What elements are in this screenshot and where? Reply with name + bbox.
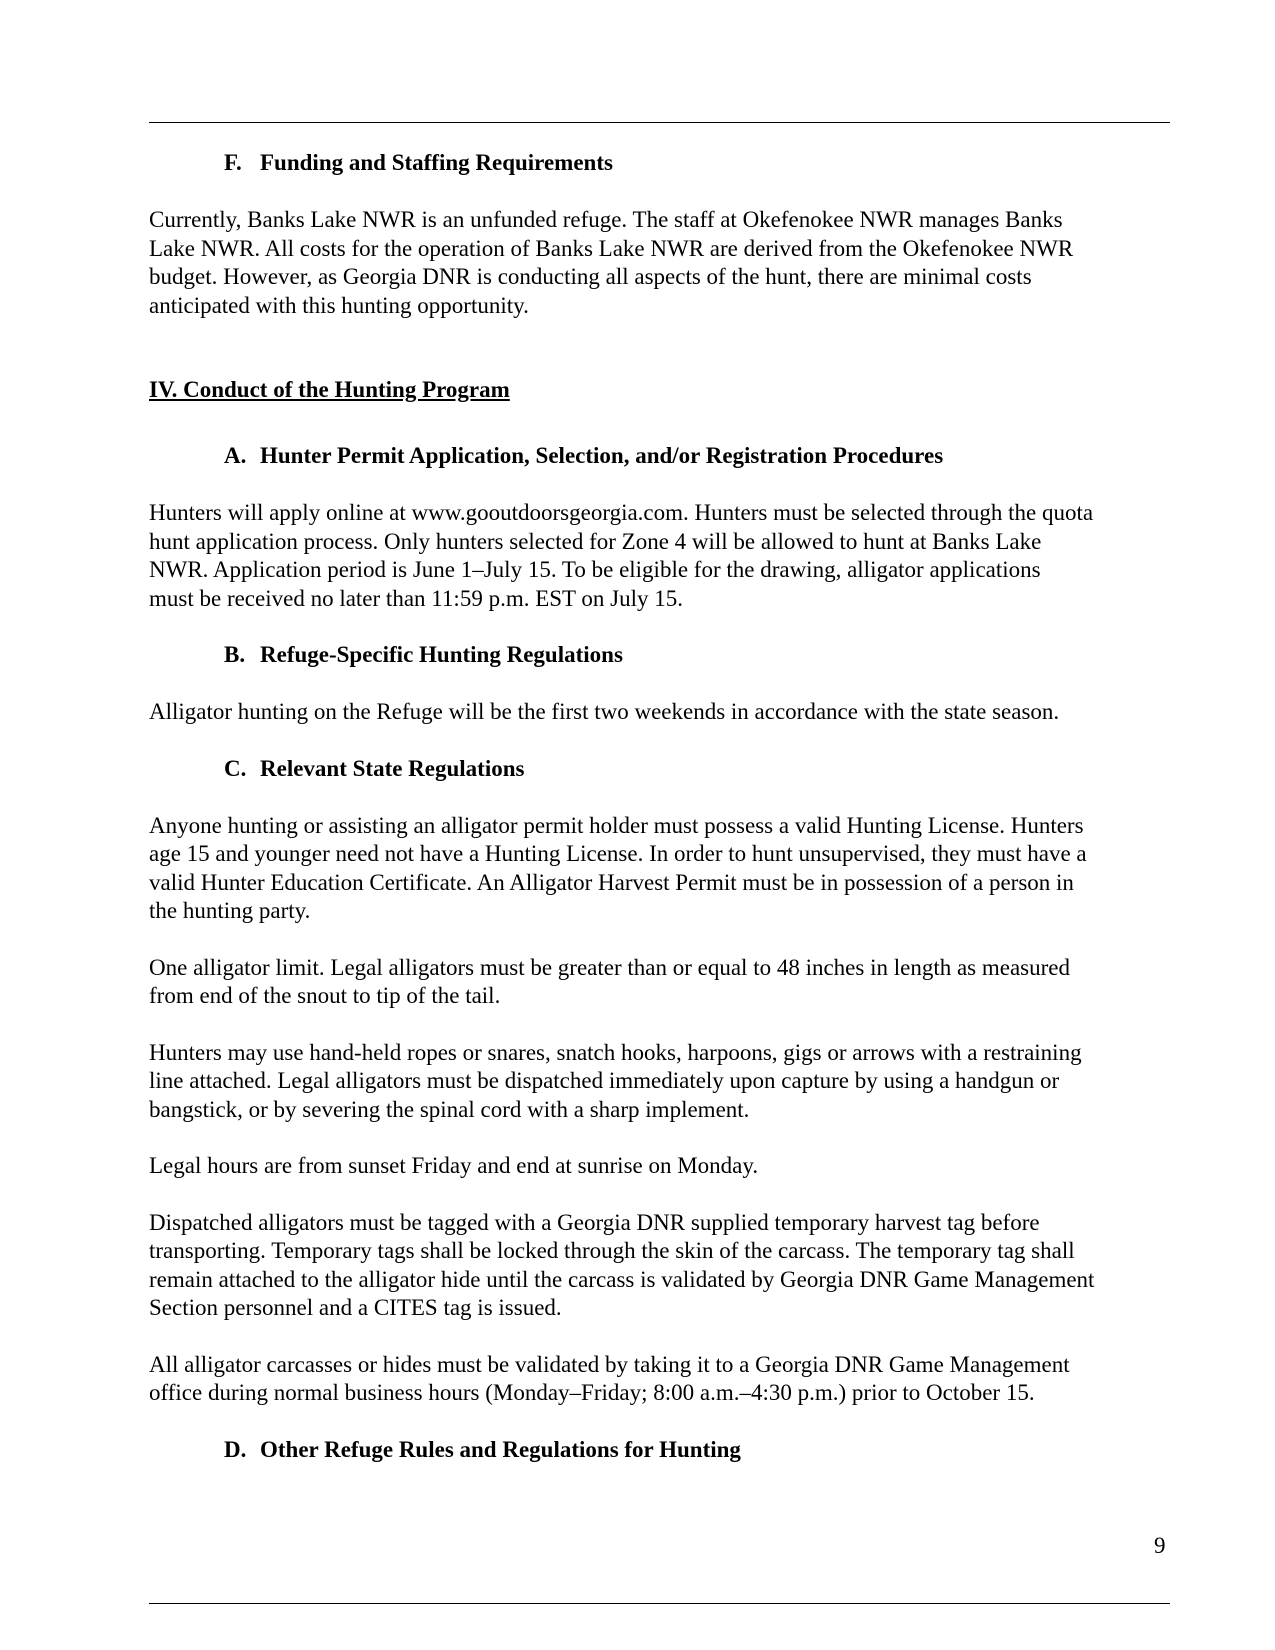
text-line: age 15 and younger need not have a Hunting License. In order to hunt unsupervised, they must have a [149, 841, 1087, 866]
text-line: anticipated with this hunting opportunity. [149, 292, 529, 318]
subsection-letter: F. [224, 150, 242, 175]
paragraph-legal-hours [149, 1152, 1179, 1181]
text-line: Currently, Banks Lake NWR is an unfunded refuge. The staff at Okefenokee NWR manages Banks [149, 207, 1063, 232]
paragraph-funding [149, 206, 1179, 320]
subsection-heading-permit [149, 442, 1179, 470]
footer-rule [149, 1603, 1170, 1604]
text-line: Anyone hunting or assisting an alligator permit holder must possess a valid Hunting License. Hunters [149, 812, 1084, 838]
subsection-title: Funding and Staffing Requirements [260, 150, 613, 175]
text-line: must be received no later than 11:59 p.m. EST on July 15. [149, 585, 684, 611]
page-number: 9 [1154, 1533, 1166, 1558]
text-line: remain attached to the alligator hide until the carcass is validated by Georgia DNR Game Management [149, 1266, 1095, 1292]
paragraph-license [149, 812, 1179, 926]
text-line: Dispatched alligators must be tagged with a Georgia DNR supplied temporary harvest tag before [149, 1209, 1040, 1235]
subsection-title: Other Refuge Rules and Regulations for Hunting [260, 1436, 741, 1462]
text-line: Hunters will apply online at www.gooutdoorsgeorgia.com. Hunters must be selected through the quota [149, 500, 1094, 525]
subsection-heading-other-rules [149, 1436, 1179, 1464]
paragraph-permit [149, 499, 1179, 613]
text-line: Lake NWR. All costs for the operation of Banks Lake NWR are derived from the Okefenokee NWR [149, 235, 1074, 261]
text-line: Legal hours are from sunset Friday and end at sunrise on Monday. [149, 1153, 759, 1178]
section-heading-conduct: IV. Conduct of the Hunting Program [149, 377, 510, 402]
text-line: from end of the snout to tip of the tail. [149, 983, 501, 1008]
text-line: All alligator carcasses or hides must be validated by taking it to a Georgia DNR Game Management [149, 1351, 1070, 1377]
subsection-title: Hunter Permit Application, Selection, and/or Registration Procedures [260, 443, 944, 468]
document-body [149, 149, 1179, 1464]
paragraph-methods [149, 1039, 1179, 1125]
subsection-letter: C. [224, 755, 247, 781]
text-line: bangstick, or by severing the spinal cord with a sharp implement. [149, 1096, 750, 1122]
subsection-title: Relevant State Regulations [260, 755, 525, 781]
text-line: hunt application process. Only hunters selected for Zone 4 will be allowed to hunt at Banks Lake [149, 528, 1042, 554]
paragraph-validation [149, 1351, 1179, 1408]
header-rule [149, 122, 1170, 123]
text-line: One alligator limit. Legal alligators must be greater than or equal to 48 inches in length as measured [149, 954, 1070, 980]
text-line: transporting. Temporary tags shall be locked through the skin of the carcass. The temporary tag shall [149, 1238, 1075, 1263]
subsection-heading-state-regulations [149, 755, 1179, 783]
text-line: valid Hunter Education Certificate. An Alligator Harvest Permit must be in possession of a person in [149, 869, 1074, 895]
paragraph-tagging [149, 1209, 1179, 1323]
text-line: line attached. Legal alligators must be dispatched immediately upon capture by using a handgun or [149, 1068, 1060, 1093]
text-line: Hunters may use hand-held ropes or snares, snatch hooks, harpoons, gigs or arrows with a restraining [149, 1039, 1082, 1065]
text-line: budget. However, as Georgia DNR is conducting all aspects of the hunt, there are minimal costs [149, 264, 1032, 289]
text-line: NWR. Application period is June 1–July 15. To be eligible for the drawing, alligator applications [149, 557, 1041, 582]
text-line: Alligator hunting on the Refuge will be the first two weekends in accordance with the state season. [149, 699, 1060, 724]
subsection-letter: B. [224, 642, 246, 667]
subsection-letter: A. [224, 443, 247, 468]
text-line: the hunting party. [149, 898, 311, 923]
subsection-title: Refuge-Specific Hunting Regulations [260, 642, 623, 667]
paragraph-limit [149, 954, 1179, 1011]
subsection-heading-refuge-regulations [149, 641, 1179, 669]
paragraph-refuge-regulations [149, 698, 1179, 727]
subsection-heading-funding [149, 149, 1179, 177]
subsection-letter: D. [224, 1436, 247, 1462]
text-line: Section personnel and a CITES tag is issued. [149, 1295, 562, 1320]
text-line: office during normal business hours (Monday–Friday; 8:00 a.m.–4:30 p.m.) prior to October 15. [149, 1380, 1035, 1405]
